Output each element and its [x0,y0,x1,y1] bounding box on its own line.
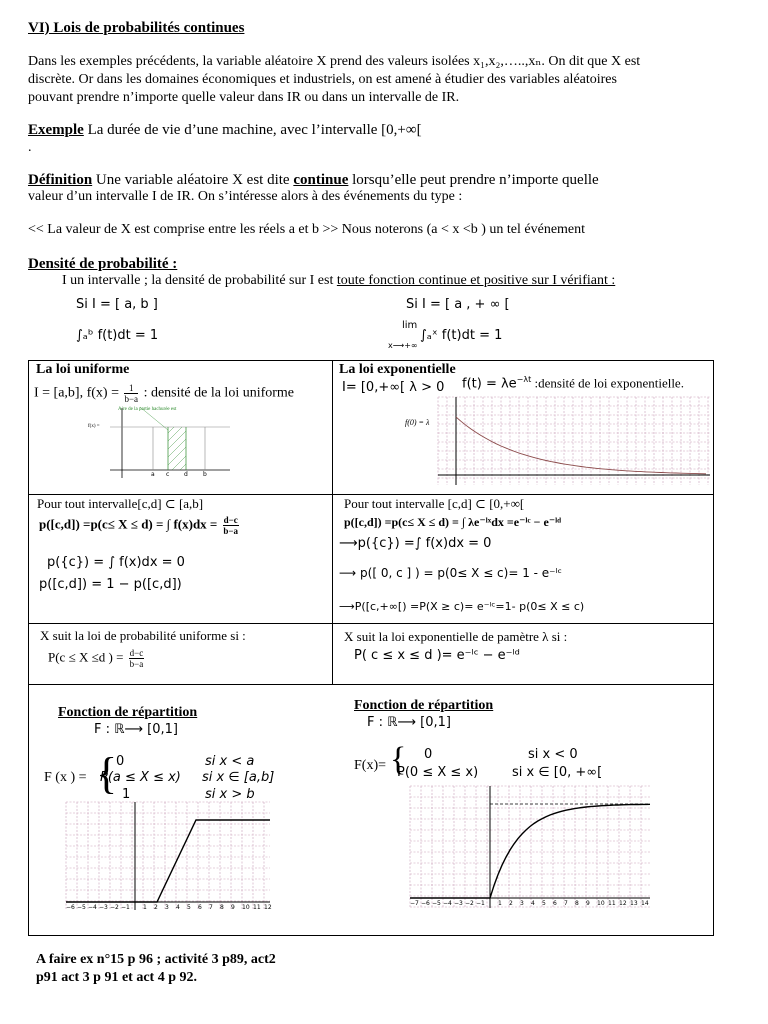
exp-pinf: ⟶P([c,+∞[) =P(X ≥ c)= e⁻ˡᶜ=1- p(0≤ X ≤ c) [339,600,585,613]
cdf-exp-graph [410,786,650,908]
tick-label: 5 [187,904,191,911]
exp-density-exp: −λt [516,375,532,384]
uniform-prob-den: b−a [223,526,238,536]
density-integral-1: ∫ₐᵇ f(t)dt = 1 [76,328,159,343]
uniform-graph-label: Aire de la partie hachurée est [118,407,177,412]
density-line-b: toute fonction continue et positive sur I vérifiant : [336,273,616,288]
tick-label: 2 [154,904,158,911]
cdf-exp-curve [410,804,650,898]
uniform-prob-frac [223,515,239,536]
tick-label: −5 [77,904,86,911]
tick-label: 3 [165,904,169,911]
tick-label: 9 [586,900,590,907]
homework-line-2: p91 act 3 p 91 et act 4 p 92. [36,970,197,985]
tick-label: 8 [220,904,224,911]
cdf-uniform-row-2-value: 1 [122,787,131,802]
intro-line-2: discrète. Or dans les domaines économiques et industriels, on est amené à étudier des variables aléatoires [28,72,617,87]
tick-label: −3 [454,900,463,907]
cdf-uniform-brace: { [96,749,118,798]
exp-f0-label: f(0) = λ [405,418,430,427]
tick-label: 3 [520,900,524,907]
section-title: VI) Lois de probabilités continues [28,20,245,36]
tick-label: 1 [498,900,502,907]
example-label: Exemple [28,122,84,138]
cdf-exp-ticks [410,900,649,907]
definition-line-3: << La valeur de X est comprise entre les réels a et b >> Nous noterons (a < x <b ) un tel événement [28,222,586,237]
tick-label: 4 [176,904,180,911]
definition-keyword: continue [293,172,349,188]
uniform-axis-d: d [184,471,188,478]
tick-label: 12 [619,900,627,907]
exp-interval-def: I= [0,+∞[ λ > 0 [342,380,445,395]
cdf-uniform-row-2-cond: si x > b [205,787,255,802]
tick-label: −5 [432,900,441,907]
uniform-density-graph [110,400,230,478]
cdf-exp-row-1-value: P(0 ≤ X ≤ x) [397,765,479,780]
tick-label: −1 [476,900,485,907]
exp-density-text: :densité de loi exponentielle. [531,375,684,391]
uniform-fx-label: f(x) = [88,424,100,429]
exp-density-curve [456,417,706,474]
cdf-uniform-domain: F : ℝ⟶ [0,1] [94,722,179,737]
density-lim: lim [402,320,418,331]
uniform-frac-num: 1 [124,383,138,394]
definition-line-2: valeur d’un intervalle I de IR. On s’intéresse alors à des événements du type : [28,189,463,204]
uniform-law-a: P(c ≤ X ≤d ) = [48,649,124,665]
uniform-interval: Pour tout intervalle[c,d] ⊂ [a,b] [37,496,204,511]
tick-label: 7 [209,904,213,911]
tick-label: 11 [253,904,261,911]
tick-label: −4 [443,900,452,907]
tick-label: −4 [88,904,97,911]
uniform-axis-a: a [151,471,155,478]
uniform-axis-c: c [166,471,170,478]
cdf-uniform-ticks [66,904,272,911]
tick-label: −3 [99,904,108,911]
cdf-exp-row-1-cond: si x ∈ [0, +∞[ [512,765,603,780]
tick-label: 7 [564,900,568,907]
example-dot: . [28,140,32,155]
tick-label: 14 [641,900,649,907]
tick-label: 13 [630,900,638,907]
uniform-axis-b: b [203,471,207,478]
tick-label: −2 [465,900,474,907]
uniform-law-frac [129,648,145,669]
exp-density-graph [438,397,710,485]
tick-label: 12 [264,904,272,911]
tick-label: 6 [198,904,202,911]
density-case-1: Si I = [ a, b ] [76,297,158,312]
example-paragraph [28,122,422,139]
cdf-uniform-row-1-cond: si x ∈ [a,b] [202,770,275,785]
cdf-uniform-row-0-value: 0 [116,754,125,769]
uniform-law-den: b−a [129,659,144,669]
uniform-law [48,648,146,669]
density-line [62,273,615,289]
cdf-uniform-label: F (x ) = [44,770,87,785]
definition-text-b: lorsqu’elle peut prendre n’importe quelle [348,172,599,188]
exp-law: P( c ≤ x ≤ d )= e⁻ˡᶜ − e⁻ˡᵈ [354,648,520,663]
cdf-uniform-title: Fonction de répartition [58,705,198,720]
tick-label: 9 [231,904,235,911]
homework-line-1: A faire ex n°15 p 96 ; activité 3 p89, act2 [36,952,276,967]
exp-law-intro: X suit la loi exponentielle de pamètre λ si : [344,629,568,644]
density-case-2: Si I = [ a , + ∞ [ [406,297,510,312]
cdf-uniform-graph [66,802,270,910]
tick-label: 6 [553,900,557,907]
cdf-exp-title: Fonction de répartition [354,698,494,713]
exp-interval: Pour tout intervalle [c,d] ⊂ [0,+∞[ [344,496,525,511]
definition-paragraph [28,172,599,189]
uniform-def-a: I = [a,b], f(x) = [34,385,119,401]
cdf-uniform-grid [66,802,270,910]
cdf-uniform-row-1-value: P(a ≤ X ≤ x) [100,770,181,785]
tick-label: 10 [597,900,605,907]
exp-point: ⟶p({c}) =∫ f(x)dx = 0 [339,536,492,551]
uniform-prob-num: d−c [223,515,238,525]
density-title: Densité de probabilité : [28,256,178,272]
cdf-uniform-row-0-cond: si x < a [205,754,255,769]
density-lim-sub: x⟶+∞ [388,341,418,350]
tick-label: −6 [66,904,75,911]
exp-density-grid [438,397,710,485]
cdf-exp-row-0-value: 0 [424,747,433,762]
tick-label: −2 [110,904,119,911]
uniform-prob-a: p([c,d]) =p(c≤ X ≤ d) = ∫ f(x)dx = [39,516,218,532]
uniform-law-intro: X suit la loi de probabilité uniforme si : [40,628,246,643]
tick-label: −6 [421,900,430,907]
definition-label: Définition [28,172,93,188]
cdf-exp-domain: F : ℝ⟶ [0,1] [367,715,452,730]
uniform-law-num: d−c [129,648,144,658]
uniform-complement: p([c,d]) = 1 − p([c,d]) [39,577,182,592]
tick-label: 4 [531,900,535,907]
tick-label: 2 [509,900,513,907]
uniform-frac-den: b−a [124,394,139,404]
tick-label: 5 [542,900,546,907]
uniform-prob [39,515,241,536]
density-integral-2: ∫ₐˣ f(t)dt = 1 [420,328,503,343]
uniform-point: p({c}) = ∫ f(x)dx = 0 [47,555,185,570]
intro-line-1: Dans les exemples précédents, la variable aléatoire X prend des valeurs isolées x₁,x₂,…..,xₙ. On dit que X est [28,54,641,69]
example-text: La durée de vie d’une machine, avec l’intervalle [0,+∞[ [83,122,422,138]
intro-line-3: pouvant prendre n’importe quelle valeur dans IR ou dans un intervalle de IR. [28,90,460,105]
definition-text-a: Une variable aléatoire X est dite [92,172,294,188]
exp-density-def [462,375,684,391]
tick-label: −1 [121,904,130,911]
exp-title: La loi exponentielle [339,362,456,377]
exp-prob: p([c,d]) =p(c≤ X ≤ d) = ∫ λe⁻ˡˣdx =e⁻ˡᶜ − e⁻ˡᵈ [344,515,562,529]
uniform-title: La loi uniforme [36,362,130,377]
cdf-exp-row-0-cond: si x < 0 [528,747,578,762]
tick-label: −7 [410,900,419,907]
cdf-exp-label: F(x)= [354,758,387,773]
tick-label: 8 [575,900,579,907]
tick-label: 1 [143,904,147,911]
exp-p0c: ⟶ p([ 0, c ] ) = p(0≤ X ≤ c)= 1 - e⁻ˡᶜ [339,566,562,580]
tick-label: 11 [608,900,616,907]
tick-label: 10 [242,904,250,911]
cdf-exp-brace: { [390,741,407,778]
uniform-def-b: : densité de la loi uniforme [143,385,295,401]
density-line-a: I un intervalle ; la densité de probabilité sur I est [62,273,337,288]
exp-density-base: f(t) = λe [462,376,517,392]
